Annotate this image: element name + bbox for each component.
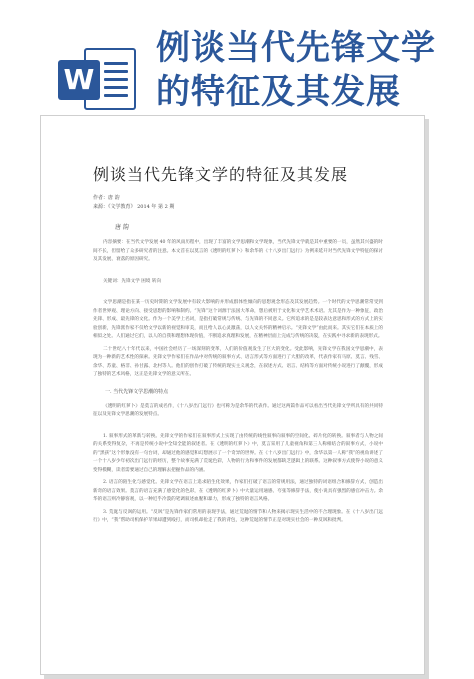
- section-heading-1: 一. 当代先锋文学思潮的特点: [105, 388, 169, 395]
- document-body: [93, 162, 383, 530]
- banner-title-line2: 的特征及其发展: [156, 72, 401, 112]
- document-title: 例谈当代先锋文学的特征及其发展: [93, 165, 349, 184]
- document-author-centered: 唐 韵: [115, 224, 129, 231]
- body-paragraph-4: 1. 叙事形式的革新与转换。先锋文学的作家们在叙事形式上实现了由传统的线性叙事向叙事的空间化、碎片化的转换。叙事者与人物之间的关系变得复杂，不再是传统小说中全知全能的叙述者。在《透明的红萝卜》中，莫言采用了儿童视角和第三人称相结合的叙事方式，小说中的“黑孩”这个形象没有一句台词，却通过他的感觉和幻想展示了一个奇异的世界。在《十八岁出门远行》中，余华以第一人称“我”的视角讲述了一个十八岁少年初次出门远行的经历，整个故事充满了荒诞色彩，人物的行为和事件的发展都缺乏逻辑上的联系。这种叙事方式使得小说的意义变得模糊，读者需要通过自己的理解去把握作品的内涵。: [93, 433, 383, 473]
- document-author: 作者：唐 韵: [93, 195, 120, 201]
- word-logo-letter: W: [58, 60, 100, 100]
- body-paragraph-5: 2. 语言的陌生化与感觉化。先锋文学在语言上追求陌生化效果，作家们打破了语言的常规用法，通过独特的词语组合和修辞方式，创造出新奇的语言效果。莫言的语言充满了感觉化的色彩，在《透明的红萝卜》中大量运用通感、夸张等修辞手法，使小说具有强烈的感官冲击力。余华的语言则冷静客观，以一种近乎冷漠的笔调叙述血腥和暴力，形成了独特的语言风格。: [93, 480, 383, 502]
- abstract-paragraph: 内容摘要：在当代文学发展 40 年的风雨历程中，出现了丰富的文学思潮和文学现象，当代先锋文学就是其中重要的一员，虽然其兴盛的时间不长，但留给了众多研究者的注意。本文首在以莫言的《透明的红萝卜》和余华的《十八岁出门远行》为例来延开对当代先锋文学特征的探讨及其发展、衰落的原因研究。: [93, 240, 383, 262]
- banner-title-line1: 例谈当代先锋文学: [156, 28, 436, 68]
- document-preview[interactable]: [40, 115, 425, 675]
- keywords-paragraph: 关键词：先锋文学 困境 转向: [103, 278, 162, 284]
- document-source: 来源：《文学教育》 2014 年 第 2 期: [93, 204, 175, 210]
- banner-title: [156, 26, 466, 114]
- body-paragraph-6: 3. 荒诞与反讽的运用。“反讽”是先锋作家们常用的表现手法，通过荒诞的情节和人物来揭示现实生活中的不合理现象。在《十八岁出门远行》中，“我”帮助司机保护苹果却遭到殴打，而司机却抢走了我的背包，这种荒诞的情节正是对现实社会的一种反讽和批判。: [93, 509, 383, 523]
- body-paragraph-1: 文学思潮是指在某一历史时期的文学发展中有较大影响的并形成群体性倾向的思想观念形态及其发展趋势。一个时代的文学思潮常常受到作者世界观、理论方向、接受思想的影响和制约。“先锋”这个词源于法国大革命，想后被用于文化和文学艺术术语。尤其是作为一种象征，政治先锋、形成、最先锋的文化。作为一个美学上名词，是指打破常规与传统、与先锋的不同意义。它所追求的是是较表达意思和形式的方式上的实验创新，先锋派作家不仅给文学以新的视觉和审美，而且给人以心灵激荡，以人文关怀的精神启示。“先锋文学”由此而来。其实它们在本质上的相似之处。人们通过它们，以人的自我和理想体现价值，不断追求真理和发展，在精神层面上完成与传统的决裂，在实践中寻求新的表现形式。: [93, 300, 383, 339]
- body-paragraph-3: 《透明的红萝卜》是莫言的成名作，《十八岁出门远行》也可称为是余华的代表作。通过这两篇作品可以看出当代先锋文学所具有的共同特征以及先锋文学思潮的发展特点。: [93, 403, 383, 417]
- word-document-icon: [58, 48, 140, 110]
- header-banner: [0, 0, 474, 122]
- body-paragraph-2: 二十世纪八十年代以来，中国社会经历了一场深刻的变革，人们的价值观发生了巨大的变化。受此影响，先锋文学在我国文学思潮中，表现为一种新的艺术性的探索。先锋文学作家们在作品中对传统的叙事方式、语言形式等方面进行了大胆的改革，代表作家有马原、莫言、残雪、余华、苏童、格非、孙甘露、北村等人。他们的创作打破了传统的现实主义观念，在叙述方式、语言、结构等方面对传统小说进行了颠覆，形成了独特的艺术风格，这正是先锋文学的意义所在。: [93, 346, 383, 377]
